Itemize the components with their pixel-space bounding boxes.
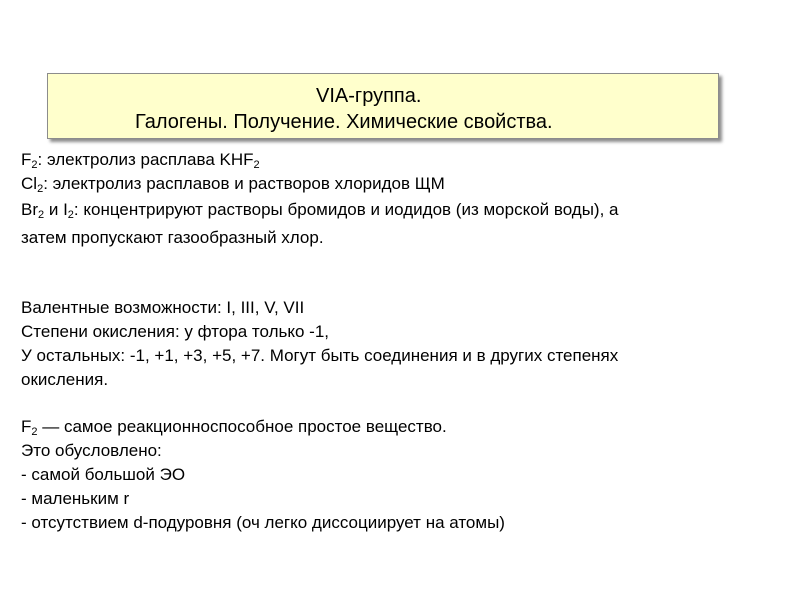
f2-production-line: $F_2$: электролиз расплава $KHF_2$ xyxy=(21,150,260,171)
oxidation-others-line-2: окисления. xyxy=(21,370,109,389)
reason-item: - отсутствием d-подуровня (оч легко диссоциирует на атомы) xyxy=(21,513,505,532)
oxidation-others-line: У остальных: -1, +1, +3, +5, +7. Могут быть соединения и в других степенях xyxy=(21,346,619,365)
fluorine-reactivity-block xyxy=(21,415,771,535)
valence-line: Валентные возможности: I, III, V, VII xyxy=(21,298,305,317)
title-group: VIA-группа. xyxy=(316,85,422,107)
br2-i2-production-line-2: затем пропускают газообразный хлор. xyxy=(21,228,324,247)
slide-content xyxy=(21,148,771,535)
valence-block xyxy=(21,296,771,392)
fluorine-reactivity-line: $F_2$ — самое реакционноспособное простое вещество. xyxy=(21,417,447,438)
production-block xyxy=(21,148,771,252)
reason-heading: Это обусловлено: xyxy=(21,441,162,460)
reason-item: - самой большой ЭО xyxy=(21,465,186,484)
reason-item: - маленьким r xyxy=(21,489,130,508)
cl2-production-line: $Cl_2$: электролиз расплавов и растворов хлоридов ЩМ xyxy=(21,174,445,195)
title-box xyxy=(47,73,719,139)
br2-i2-production-line: $Br_2$ и $I_2$: концентрируют растворы бромидов и иодидов (из морской воды), а xyxy=(21,200,619,221)
oxidation-fluorine-line: Степени окисления: у фтора только -1, xyxy=(21,322,330,341)
title-subject: Галогены. Получение. Химические свойства. xyxy=(135,111,553,133)
